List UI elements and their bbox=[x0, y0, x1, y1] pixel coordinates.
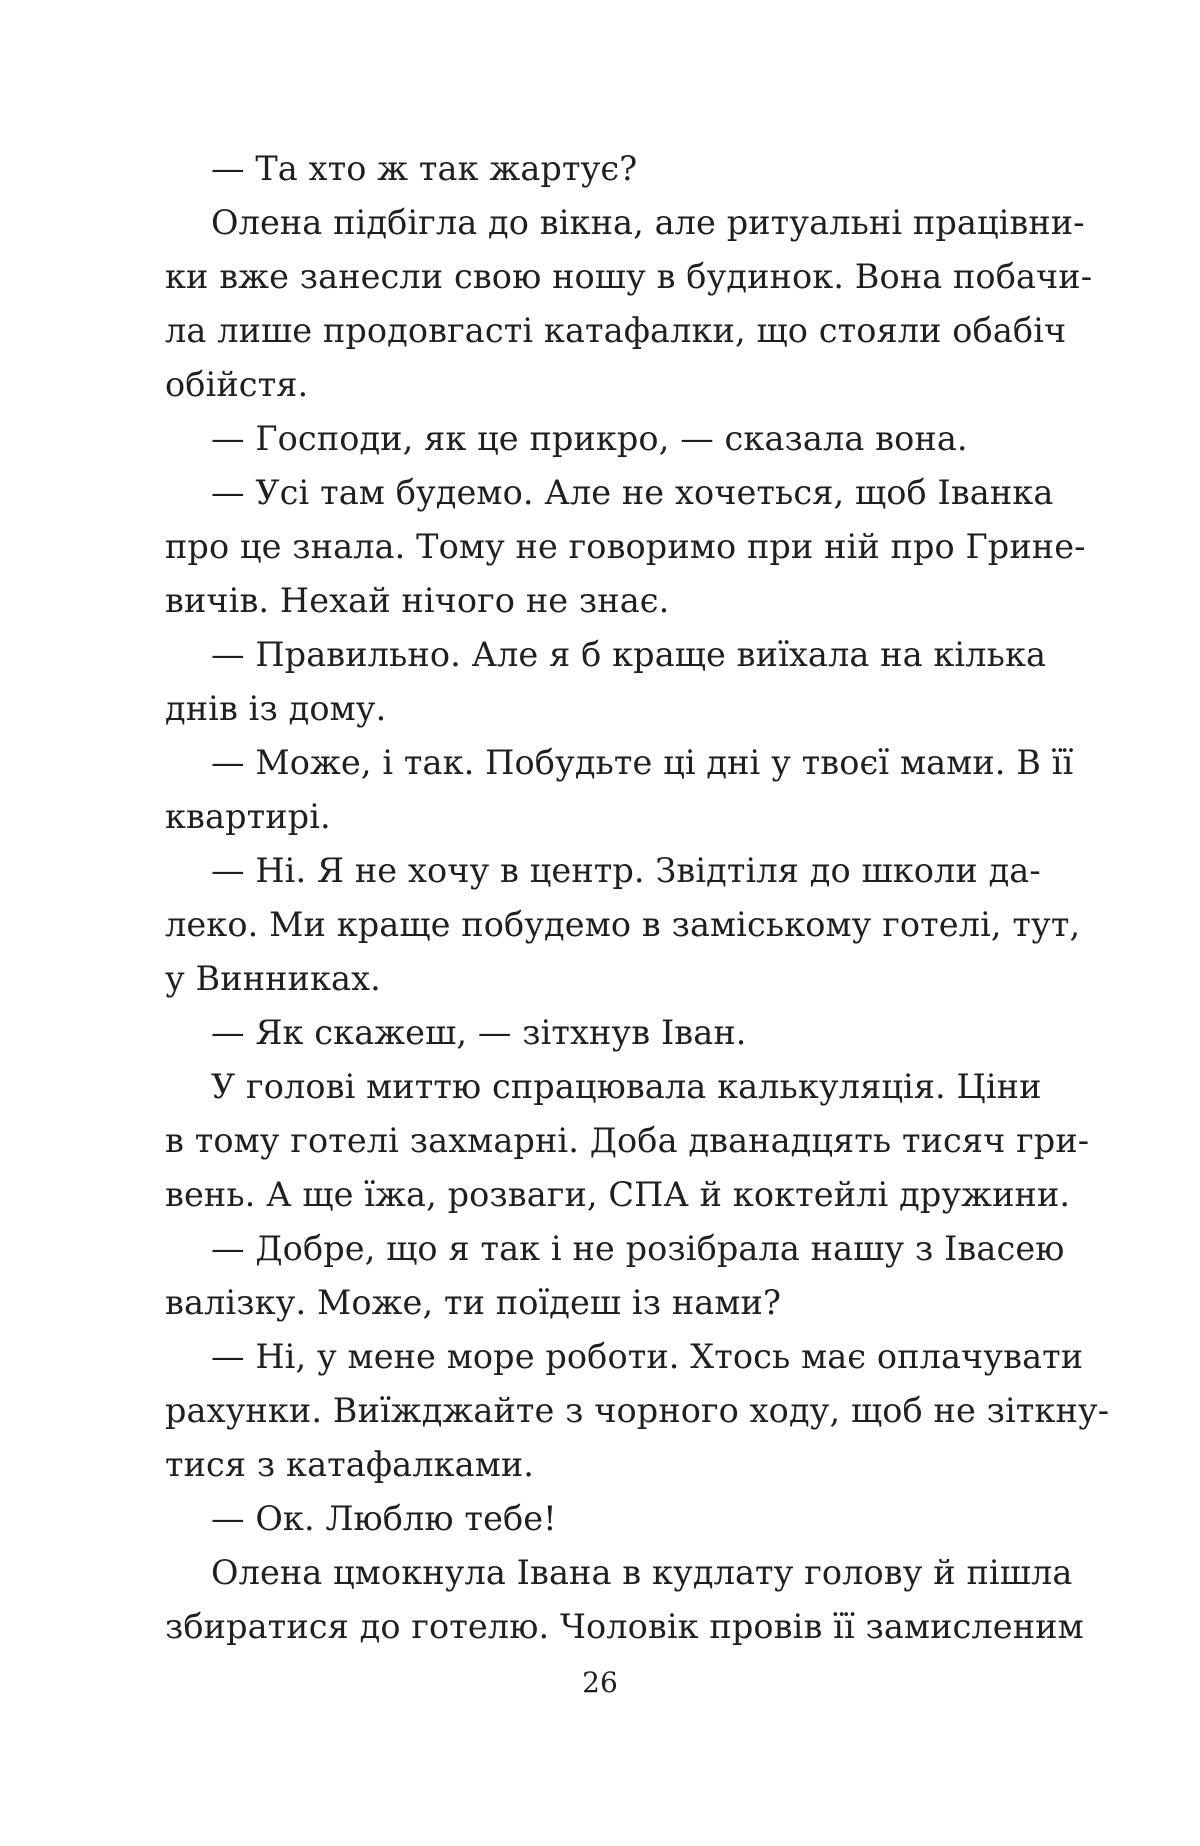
text-line: Олена цмокнула Івана в кудлату голову й пішла bbox=[211, 1553, 1073, 1592]
text-line: — Може, і так. Побудьте ці дні у твоєї мами. В її bbox=[211, 743, 1074, 782]
text-line: — Як скажеш, — зітхнув Іван. bbox=[211, 1013, 747, 1052]
text-line: ки вже занесли свою ношу в будинок. Вона побачи- bbox=[165, 257, 1093, 296]
text-line: у Винниках. bbox=[165, 959, 381, 998]
text-line: квартирі. bbox=[165, 797, 331, 836]
text-line: У голові миттю спрацювала калькуляція. Ціни bbox=[211, 1067, 1042, 1106]
text-line: про це знала. Тому не говоримо при ній про Грине- bbox=[165, 527, 1086, 566]
text-line: — Добре, що я так і не розібрала нашу з Івасею bbox=[211, 1229, 1065, 1268]
text-line: тися з катафалками. bbox=[165, 1445, 535, 1484]
page-number: 26 bbox=[582, 1666, 618, 1699]
text-line: леко. Ми краще побудемо в заміському готелі, тут, bbox=[165, 905, 1081, 944]
text-line: в тому готелі захмарні. Доба дванадцять тисяч гри- bbox=[165, 1121, 1090, 1160]
text-line: вень. А ще їжа, розваги, СПА й коктейлі дружини. bbox=[165, 1175, 1071, 1214]
text-line: збиратися до готелю. Чоловік провів її замисленим bbox=[165, 1607, 1084, 1646]
text-line: валізку. Може, ти поїдеш із нами? bbox=[165, 1283, 781, 1322]
text-line: вичів. Нехай нічого не знає. bbox=[165, 581, 670, 620]
text-line: — Усі там будемо. Але не хочеться, щоб Іванка bbox=[211, 473, 1054, 512]
text-line: днів із дому. bbox=[165, 689, 387, 728]
body-text bbox=[165, 142, 1110, 1654]
text-line: обійстя. bbox=[165, 365, 309, 404]
text-line: рахунки. Виїжджайте з чорного ходу, щоб не зіткну- bbox=[165, 1391, 1110, 1430]
text-line: — Правильно. Але я б краще виїхала на кілька bbox=[211, 635, 1047, 674]
text-line: Олена підбігла до вікна, але ритуальні працівни- bbox=[211, 203, 1085, 242]
text-line: — Ні. Я не хочу в центр. Звідтіля до школи да- bbox=[211, 851, 1041, 890]
text-line: — Та хто ж так жартує? bbox=[211, 149, 638, 188]
text-line: — Ні, у мене море роботи. Хтось має оплачувати bbox=[211, 1337, 1084, 1376]
text-line: ла лише продовгасті катафалки, що стояли обабіч bbox=[165, 311, 1067, 350]
text-line: — Ок. Люблю тебе! bbox=[211, 1499, 557, 1538]
text-line: — Господи, як це прикро, — сказала вона. bbox=[211, 419, 968, 458]
